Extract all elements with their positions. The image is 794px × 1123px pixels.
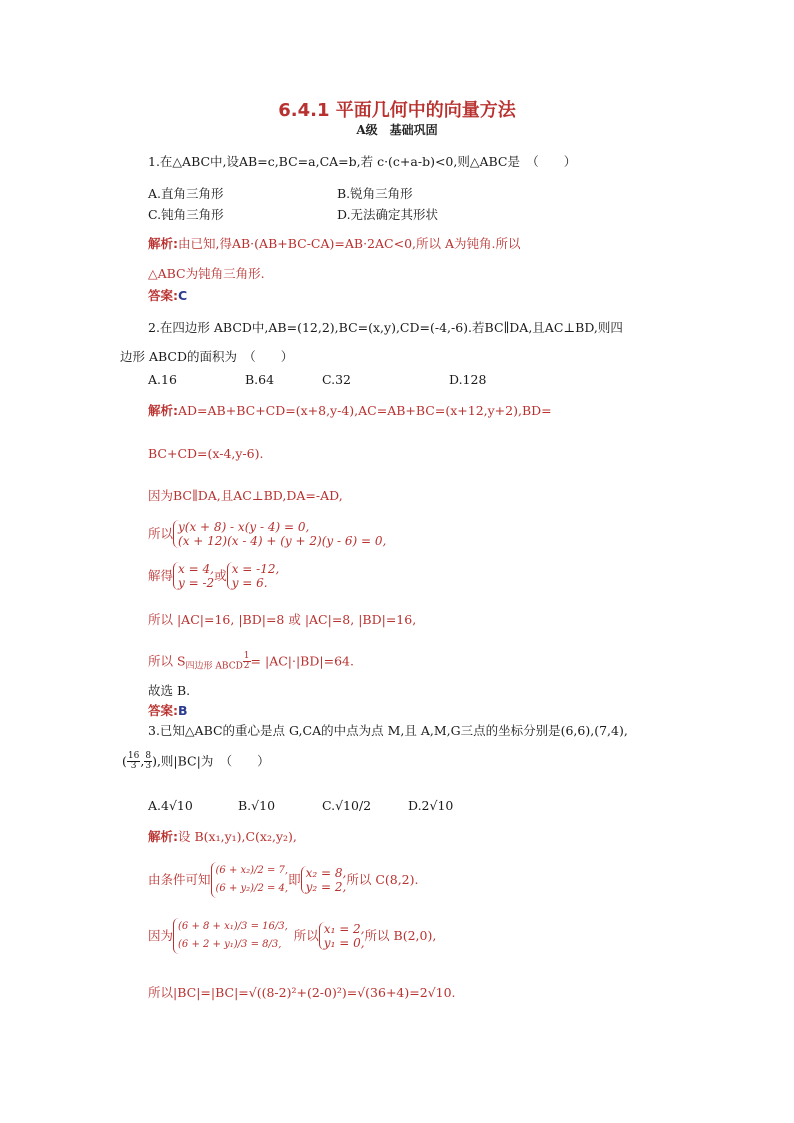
q3-analysis-label: 解析: — [148, 829, 178, 844]
section-subtitle: A级 基础巩固 — [356, 123, 438, 137]
q2-analysis-line2: BC+CD=(x-4,y-6). — [148, 446, 264, 461]
q2-analysis-line4 — [148, 520, 386, 548]
q3-frac2-num: 8 — [145, 751, 152, 761]
q2-stem-line1: 2.在四边形 ABCD中,AB=(12,2),BC=(x,y),CD=(-4,-6).若BC∥DA,且AC⊥BD,则四 — [148, 320, 623, 335]
q2-a7-frac-num: 1 — [243, 651, 250, 661]
q3-option-b: B.√10 — [238, 798, 276, 813]
q3-a3-system — [173, 918, 288, 954]
q3-a2-system — [211, 862, 289, 898]
q2-a5-s2b: y = 6. — [231, 576, 268, 590]
q3-frac2-den: 3 — [145, 761, 152, 771]
q2-analysis-line6: 所以 |AC|=16, |BD|=8 或 |AC|=8, |BD|=16, — [148, 612, 417, 627]
q3-a2-s1: x₂ = 8, — [305, 866, 347, 880]
q2-option-c: C.32 — [322, 372, 351, 387]
q2-analysis-line3: 因为BC∥DA,且AC⊥BD,DA=-AD, — [148, 488, 343, 503]
q3-a3-s2: y₁ = 0, — [323, 936, 365, 950]
q3-a2-solution — [301, 866, 347, 894]
q2-a5-prefix: 解得 — [148, 568, 174, 583]
q3-a3-rest: 所以 B(2,0), — [364, 928, 437, 943]
q1-option-a: A.直角三角形 — [148, 186, 224, 201]
q3-a3-solution — [319, 922, 365, 950]
q3-frac1 — [127, 752, 140, 771]
q3-option-a: A.4√10 — [148, 798, 193, 813]
q2-a5-s2a: x = -12, — [231, 562, 280, 576]
q2-analysis-label: 解析: — [148, 403, 178, 418]
q2-a5-system2 — [227, 562, 280, 590]
q2-analysis-text1: AD=AB+BC+CD=(x+8,y-4),AC=AB+BC=(x+12,y+2),BD= — [178, 403, 552, 418]
q3-stem-line2: ( $\frac{16}{3}$ , $\frac{8}{3}$ ),则|BC|为 （ ） — [122, 751, 270, 771]
q3-a3-e2: (6 + 2 + y₁)/3 = 8/3, — [178, 939, 282, 950]
q3-a2-e1: (6 + x₂)/2 = 7, — [215, 865, 289, 876]
q2-answer-label: 答案: — [148, 703, 178, 718]
q2-a7-prefix: 所以 S — [148, 653, 186, 669]
q3-stem-line2-rest: ,则|BC|为 （ ） — [156, 753, 270, 769]
page-title: 6.4.1 平面几何中的向量方法 — [278, 100, 516, 121]
q2-a5-or: 或 — [214, 568, 227, 583]
q2-a5-system1 — [173, 562, 214, 590]
q3-analysis-line2 — [148, 862, 419, 898]
q1-analysis-label: 解析: — [148, 236, 178, 251]
q3-analysis-line4: 所以|BC|=|BC|=√((8-2)²+(2-0)²)=√(36+4)=2√10. — [148, 985, 456, 1000]
q3-a2-rest: 所以 C(8,2). — [346, 872, 419, 887]
q2-a7-frac-den: 2 — [243, 661, 250, 671]
q2-stem-line2: 边形 ABCD的面积为 （ ） — [120, 349, 294, 364]
q3-a3-prefix: 因为 — [148, 928, 174, 943]
q2-a4-system — [173, 520, 386, 548]
q3-a3-e1: (6 + 8 + x₁)/3 = 16/3, — [178, 921, 288, 932]
q2-a4-prefix: 所以 — [148, 526, 174, 541]
q3-a2-mid: 即 — [288, 872, 301, 887]
q1-stem: 1.在△ABC中,设AB=c,BC=a,CA=b,若 c·(c+a-b)<0,则△ABC是 （ ） — [148, 154, 577, 169]
q2-analysis-line5 — [148, 562, 279, 590]
q2-a7-frac — [243, 652, 251, 671]
q1-answer — [148, 288, 187, 304]
q3-a3-mid: 所以 — [293, 928, 319, 943]
q1-analysis-line1: 由已知,得AB·(AB+BC-CA)=AB·2AC<0,所以 A为钝角.所以 — [178, 236, 521, 251]
q2-a7-sub: 四边形 ABCD — [185, 661, 243, 672]
q3-analysis-text1: 设 B(x₁,y₁),C(x₂,y₂), — [178, 829, 297, 844]
q3-option-d: D.2√10 — [408, 798, 454, 813]
q3-a2-s2: y₂ = 2, — [305, 880, 347, 894]
q2-a4-eq1: y(x + 8) - x(y - 4) = 0, — [178, 520, 310, 534]
q1-answer-value: C — [178, 288, 188, 303]
q2-answer — [148, 703, 188, 719]
q3-a2-prefix: 由条件可知 — [148, 872, 211, 887]
q1-analysis-line2: △ABC为钝角三角形. — [148, 266, 265, 281]
q3-frac1-num: 16 — [127, 751, 140, 761]
q3-stem-line1: 3.已知△ABC的重心是点 G,CA的中点为点 M,且 A,M,G三点的坐标分别是(6,6),(7,4), — [148, 723, 628, 738]
q2-a5-s1b: y = -2 — [178, 576, 215, 590]
q2-a5-s1a: x = 4, — [178, 562, 214, 576]
q2-option-b: B.64 — [245, 372, 275, 387]
q1-answer-label: 答案: — [148, 288, 178, 303]
q1-analysis — [148, 236, 520, 252]
q1-option-d: D.无法确定其形状 — [337, 207, 439, 222]
q3-analysis-line3 — [148, 918, 436, 954]
q2-option-a: A.16 — [148, 372, 177, 387]
q3-frac1-den: 3 — [130, 761, 137, 771]
q3-frac2 — [144, 752, 152, 771]
q2-answer-value: B — [178, 703, 188, 718]
q2-a7-rest: = |AC|·|BD|=64. — [250, 653, 354, 669]
q1-option-b: B.锐角三角形 — [337, 186, 413, 201]
q3-option-c: C.√10/2 — [322, 798, 372, 813]
q2-analysis-line1 — [148, 403, 552, 419]
q2-a4-eq2: (x + 12)(x - 4) + (y + 2)(y - 6) = 0, — [178, 534, 387, 548]
q2-analysis-line7 — [148, 652, 354, 675]
q2-analysis-line8: 故选 B. — [148, 683, 191, 698]
q1-option-c: C.钝角三角形 — [148, 207, 224, 222]
q3-analysis-line1 — [148, 829, 297, 845]
q3-a2-e2: (6 + y₂)/2 = 4, — [215, 883, 289, 894]
q3-a3-s1: x₁ = 2, — [323, 922, 365, 936]
q2-option-d: D.128 — [449, 372, 487, 387]
